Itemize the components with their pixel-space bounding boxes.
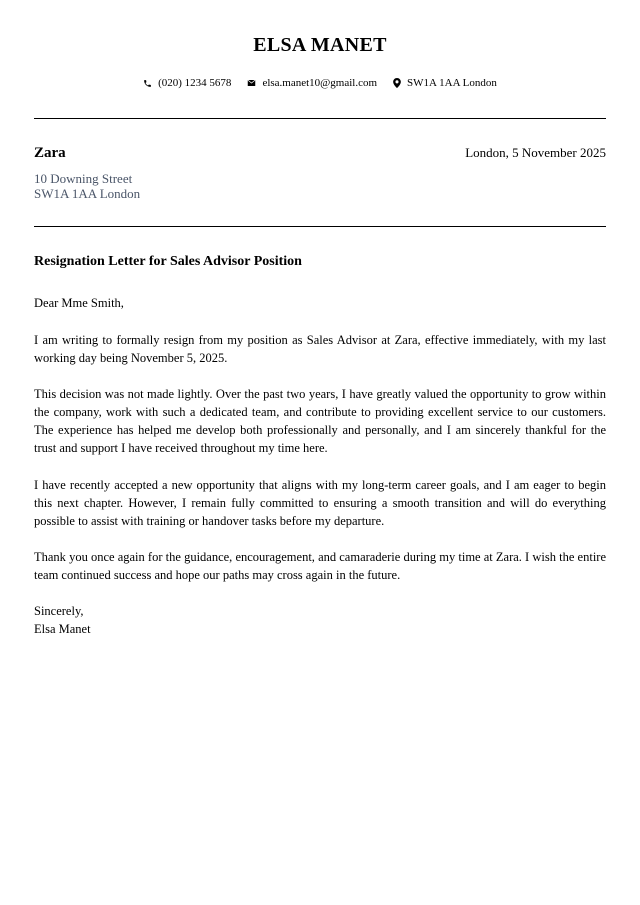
phone-text: (020) 1234 5678	[158, 77, 232, 89]
contact-location	[393, 77, 497, 89]
paragraph-1: I am writing to formally resign from my position as Sales Advisor at Zara, effective immediately, with my last working day being November 5, 2025.	[34, 333, 606, 365]
email-text: elsa.manet10@gmail.com	[262, 77, 378, 89]
recipient-divider	[34, 226, 606, 227]
contact-row	[0, 77, 640, 89]
envelope-icon	[247, 79, 256, 87]
closing: Sincerely,	[34, 604, 84, 618]
sender-name: ELSA MANET	[253, 34, 387, 56]
map-pin-icon	[393, 78, 401, 88]
header-divider	[34, 118, 606, 119]
recipient-address-line-1: 10 Downing Street	[34, 171, 133, 186]
recipient-company: Zara	[34, 145, 66, 161]
letter-subject: Resignation Letter for Sales Advisor Position	[34, 254, 302, 269]
contact-phone	[143, 77, 231, 89]
signature-name: Elsa Manet	[34, 622, 91, 636]
location-text: SW1A 1AA London	[407, 77, 497, 89]
paragraph-4: Thank you once again for the guidance, encouragement, and camaraderie during my time at Zara. I wish the entire team continued success and hope our paths may cross again in the future.	[34, 550, 606, 582]
contact-email	[247, 77, 377, 89]
paragraph-2: This decision was not made lightly. Over the past two years, I have greatly valued the opportunity to grow within the company, work with such a dedicated team, and contribute to providing excellent service to our customers. The experience has helped me develop both professionally and personally, and I am sincerely thankful for the trust and support I have received throughout my time here.	[34, 387, 606, 455]
phone-icon	[143, 79, 152, 88]
date-line: London, 5 November 2025	[465, 145, 606, 160]
paragraph-3: I have recently accepted a new opportunity that aligns with my long-term career goals, and I am eager to begin this next chapter. However, I remain fully committed to ensuring a smooth transition and will do everything possible to assist with training or handover tasks before my departure.	[34, 478, 606, 528]
salutation: Dear Mme Smith,	[34, 296, 124, 310]
recipient-address-line-2: SW1A 1AA London	[34, 186, 141, 201]
